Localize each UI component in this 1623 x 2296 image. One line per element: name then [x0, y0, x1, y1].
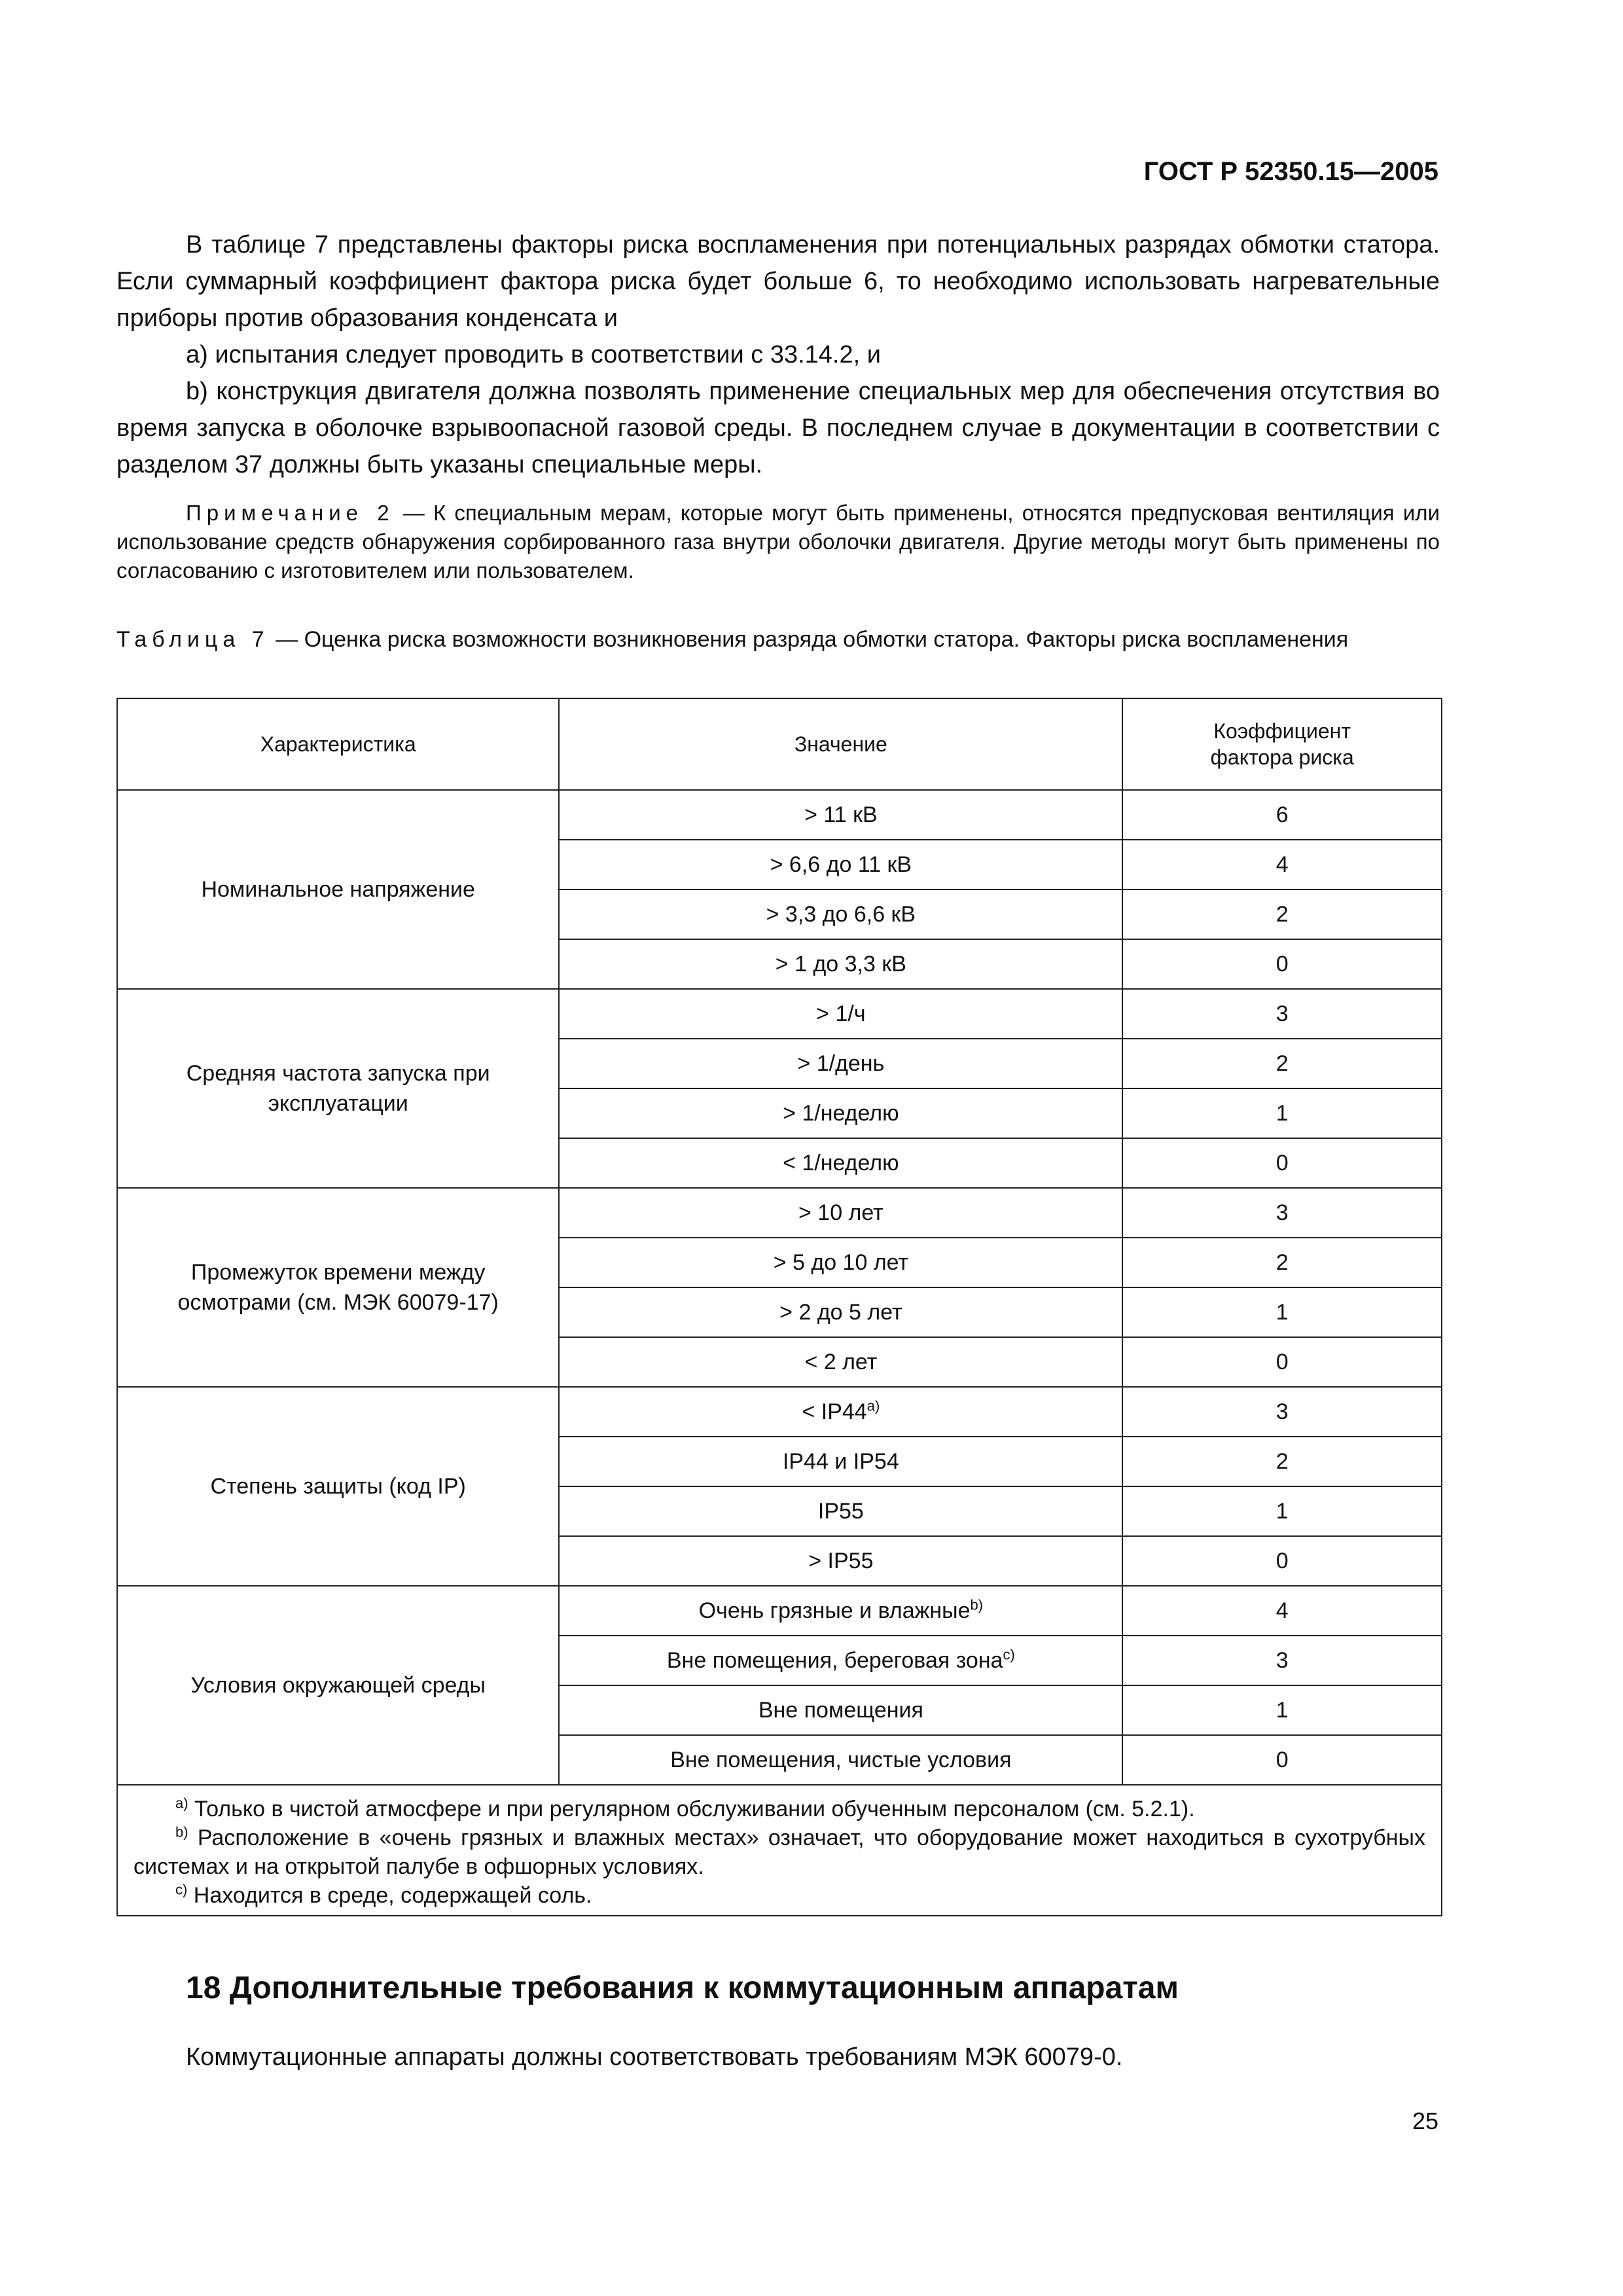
row-value-text: Очень грязные и влажные	[698, 1598, 971, 1623]
row-factor: 1	[1122, 1088, 1442, 1138]
note-text: — К специальным мерам, которые могут быть применены, относятся предпусковая вентиляция или использование средств обнаружения сорбированного газа внутри оболочки двигателя. Другие методы могут быть применены по согласованию с изготовителем или пользователем.	[116, 501, 1440, 583]
footnote-mark: b)	[175, 1823, 188, 1840]
header-coefficient-line1: Коэффициент	[1213, 719, 1351, 743]
table-row	[117, 1586, 1442, 1636]
row-factor: 4	[1122, 840, 1442, 889]
table-row	[117, 790, 1442, 840]
row-factor: 6	[1122, 790, 1442, 840]
table-footnotes	[117, 1785, 1442, 1916]
footnote-text: Находится в среде, содержащей соль.	[187, 1883, 592, 1908]
row-factor: 1	[1122, 1685, 1442, 1735]
footnote-ref: а)	[866, 1397, 880, 1414]
row-factor: 0	[1122, 1138, 1442, 1188]
row-value: Вне помещения, чистые условия	[559, 1735, 1122, 1785]
footnotes-row	[117, 1785, 1442, 1916]
header-coefficient-line2: фактора риска	[1210, 745, 1354, 769]
footnote-mark: а)	[175, 1795, 188, 1812]
row-factor: 0	[1122, 1536, 1442, 1586]
footnote-ref: b)	[970, 1596, 984, 1613]
footnote-text: Расположение в «очень грязных и влажных местах» означает, что оборудование может находиться в сухотрубных системах и на открытой палубе в офшорных условиях.	[134, 1825, 1425, 1879]
row-value: IP55	[559, 1486, 1122, 1536]
row-value: > 5 до 10 лет	[559, 1238, 1122, 1287]
group-characteristic-line2: осмотрами (см. МЭК 60079-17)	[177, 1290, 499, 1315]
footnote-text: Только в чистой атмосфере и при регулярном обслуживании обученным персоналом (см. 5.2.1).	[188, 1797, 1195, 1821]
group-characteristic: Степень защиты (код IP)	[117, 1387, 559, 1586]
header-value: Значение	[559, 698, 1122, 790]
table-title-text: — Оценка риска возможности возникновения разряда обмотки статора. Факторы риска воспламенения	[269, 627, 1349, 652]
row-value-text: < IP44	[802, 1399, 867, 1424]
row-value: > 2 до 5 лет	[559, 1287, 1122, 1337]
intro-text	[116, 226, 1440, 483]
row-factor: 0	[1122, 1337, 1442, 1387]
page-number: 25	[1412, 2108, 1438, 2134]
row-value: IP44 и IP54	[559, 1437, 1122, 1486]
row-value: > 1/ч	[559, 989, 1122, 1039]
section-body: Коммутационные аппараты должны соответствовать требованиям МЭК 60079-0.	[186, 2043, 1123, 2071]
row-factor: 0	[1122, 939, 1442, 989]
row-value: > 6,6 до 11 кВ	[559, 840, 1122, 889]
header-characteristic: Характеристика	[117, 698, 559, 790]
row-value: > IP55	[559, 1536, 1122, 1586]
group-characteristic-line1: Средняя частота запуска при	[186, 1061, 490, 1086]
row-value	[559, 1636, 1122, 1685]
note-label: Примечание 2	[186, 501, 395, 525]
table-row	[117, 1387, 1442, 1437]
group-characteristic	[117, 989, 559, 1188]
row-factor: 3	[1122, 1387, 1442, 1437]
row-factor: 3	[1122, 989, 1442, 1039]
row-value: > 1/день	[559, 1039, 1122, 1088]
row-factor: 4	[1122, 1586, 1442, 1636]
footnote-mark: с)	[175, 1881, 188, 1898]
row-value	[559, 1387, 1122, 1437]
row-value: > 10 лет	[559, 1188, 1122, 1238]
row-value-text: Вне помещения, береговая зона	[666, 1647, 1003, 1673]
row-value: > 3,3 до 6,6 кВ	[559, 889, 1122, 939]
row-value: > 1/неделю	[559, 1088, 1122, 1138]
row-factor: 0	[1122, 1735, 1442, 1785]
table-title	[116, 625, 1440, 654]
footnote-ref: с)	[1003, 1646, 1015, 1663]
section-title: 18 Дополнительные требования к коммутационным аппаратам	[186, 1971, 1179, 2005]
row-factor: 2	[1122, 1437, 1442, 1486]
group-characteristic-line2: эксплуатации	[268, 1091, 408, 1116]
risk-factor-table	[116, 698, 1442, 1916]
row-factor: 3	[1122, 1636, 1442, 1685]
table-label: Таблица 7	[116, 627, 270, 652]
group-characteristic-line1: Промежуток времени между	[190, 1260, 486, 1285]
intro-item-b: b) конструкция двигателя должна позволять применение специальных мер для обеспечения отсутствия во время запуска в оболочке взрывоопасной газовой среды. В последнем случае в документации в соответствии с разделом 37 должны быть указаны специальные меры.	[116, 378, 1440, 478]
row-factor: 2	[1122, 1039, 1442, 1088]
row-factor: 1	[1122, 1486, 1442, 1536]
document-number: ГОСТ Р 52350.15—2005	[1143, 157, 1438, 186]
row-value: < 1/неделю	[559, 1138, 1122, 1188]
row-factor: 2	[1122, 889, 1442, 939]
group-characteristic: Номинальное напряжение	[117, 790, 559, 989]
row-value: > 11 кВ	[559, 790, 1122, 840]
group-characteristic	[117, 1188, 559, 1387]
intro-item-a: а) испытания следует проводить в соответствии с 33.14.2, и	[186, 341, 881, 368]
table-row	[117, 1188, 1442, 1238]
row-value: Вне помещения	[559, 1685, 1122, 1735]
table-row	[117, 989, 1442, 1039]
table-header-row	[117, 698, 1442, 790]
row-value: > 1 до 3,3 кВ	[559, 939, 1122, 989]
footnote	[134, 1881, 1425, 1910]
group-characteristic: Условия окружающей среды	[117, 1586, 559, 1785]
row-value: < 2 лет	[559, 1337, 1122, 1387]
row-value	[559, 1586, 1122, 1636]
intro-paragraph: В таблице 7 представлены факторы риска воспламенения при потенциальных разрядах обмотки статора. Если суммарный коэффициент фактора риска будет больше 6, то необходимо использовать нагревательные приборы против образования конденсата и	[116, 231, 1440, 332]
footnote	[134, 1823, 1425, 1881]
header-coefficient	[1122, 698, 1442, 790]
row-factor: 1	[1122, 1287, 1442, 1337]
row-factor: 3	[1122, 1188, 1442, 1238]
row-factor: 2	[1122, 1238, 1442, 1287]
note	[116, 499, 1440, 585]
footnote	[134, 1795, 1425, 1823]
